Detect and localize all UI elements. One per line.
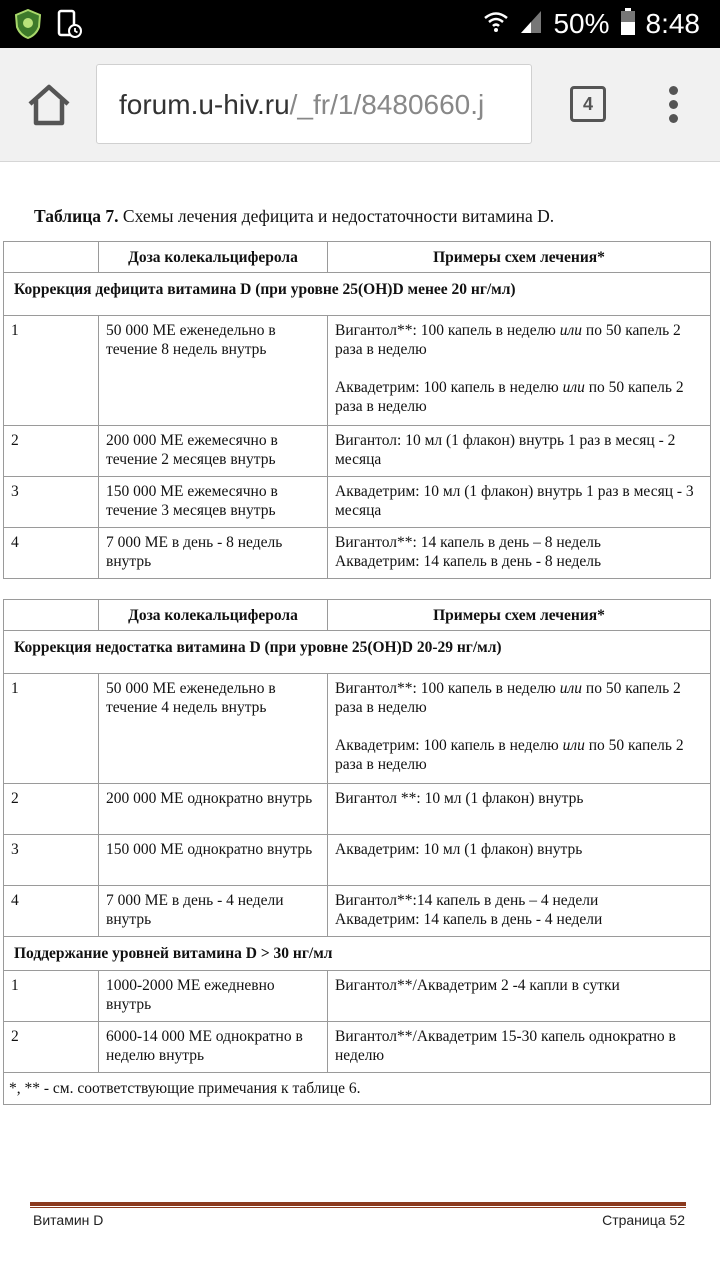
signal-icon bbox=[519, 9, 543, 40]
scheme-cell: Вигантол**: 14 капель в день – 8 недель Аквадетрим: 14 капель в день - 8 недель bbox=[328, 528, 711, 579]
note-row bbox=[4, 1073, 711, 1105]
scheme-cell: Аквадетрим: 10 мл (1 флакон) внутрь 1 раз в месяц - 3 месяца bbox=[328, 477, 711, 528]
dose-cell: 7 000 МЕ в день - 8 недель внутрь bbox=[99, 528, 328, 579]
footer-divider bbox=[30, 1202, 686, 1206]
header-cell: Доза колекальциферола bbox=[99, 242, 328, 273]
scheme-cell: Вигантол: 10 мл (1 флакон) внутрь 1 раз в месяц - 2 месяца bbox=[328, 426, 711, 477]
table-header-row bbox=[4, 600, 711, 631]
table-row bbox=[4, 835, 711, 886]
section-title: Коррекция недостатка витамина D (при уровне 25(OH)D 20-29 нг/мл) bbox=[4, 631, 711, 674]
section-row bbox=[4, 631, 711, 674]
table-row bbox=[4, 784, 711, 835]
row-number: 2 bbox=[4, 426, 99, 477]
url-path: /_fr/1/8480660.j bbox=[289, 89, 485, 120]
caption-label: Таблица 7. bbox=[34, 206, 119, 226]
section-title: Поддержание уровней витамина D > 30 нг/мл bbox=[4, 937, 711, 971]
overflow-menu-button[interactable] bbox=[664, 86, 684, 126]
scheme-cell: Вигантол**/Аквадетрим 15-30 капель однократно в неделю bbox=[328, 1022, 711, 1073]
dose-cell: 50 000 МЕ еженедельно в течение 8 недель внутрь bbox=[99, 316, 328, 426]
footer-page-number: Страница 52 bbox=[602, 1212, 685, 1228]
table-row bbox=[4, 886, 711, 937]
header-cell bbox=[4, 242, 99, 273]
row-number: 4 bbox=[4, 528, 99, 579]
dose-cell: 50 000 МЕ еженедельно в течение 4 недель внутрь bbox=[99, 674, 328, 784]
row-number: 2 bbox=[4, 1022, 99, 1073]
dose-cell: 150 000 МЕ однократно внутрь bbox=[99, 835, 328, 886]
home-button[interactable] bbox=[22, 78, 76, 132]
header-cell: Доза колекальциферола bbox=[99, 600, 328, 631]
table-row bbox=[4, 316, 711, 426]
row-number: 3 bbox=[4, 835, 99, 886]
dose-cell: 200 000 МЕ ежемесячно в течение 2 месяцев внутрь bbox=[99, 426, 328, 477]
section-row bbox=[4, 937, 711, 971]
caption-text: Схемы лечения дефицита и недостаточности витамина D. bbox=[118, 206, 555, 226]
battery-percent: 50% bbox=[553, 8, 610, 39]
row-number: 2 bbox=[4, 784, 99, 835]
app-shield-icon bbox=[14, 9, 42, 44]
menu-dot-icon bbox=[669, 86, 678, 95]
header-cell bbox=[4, 600, 99, 631]
header-cell: Примеры схем лечения* bbox=[328, 242, 711, 273]
table-row bbox=[4, 971, 711, 1022]
row-number: 4 bbox=[4, 886, 99, 937]
dose-cell: 200 000 МЕ однократно внутрь bbox=[99, 784, 328, 835]
row-number: 1 bbox=[4, 971, 99, 1022]
scheme-cell: Вигантол**: 100 капель в неделю или по 50 капель 2 раза в неделю Аквадетрим: 100 капель в неделю или по 50 капель 2 раза в неделю bbox=[328, 316, 711, 426]
menu-dot-icon bbox=[669, 100, 678, 109]
table-header-row bbox=[4, 242, 711, 273]
footer-divider-thin bbox=[30, 1207, 686, 1208]
wifi-icon bbox=[483, 9, 509, 40]
table-row bbox=[4, 426, 711, 477]
row-number: 3 bbox=[4, 477, 99, 528]
tab-switcher-button[interactable]: 4 bbox=[570, 86, 606, 122]
home-icon bbox=[22, 78, 76, 132]
row-number: 1 bbox=[4, 316, 99, 426]
status-bar bbox=[0, 0, 720, 48]
row-number: 1 bbox=[4, 674, 99, 784]
section-title: Коррекция дефицита витамина D (при уровне 25(OH)D менее 20 нг/мл) bbox=[4, 273, 711, 316]
footer-title: Витамин D bbox=[33, 1212, 104, 1228]
table-row bbox=[4, 1022, 711, 1073]
treatment-table-insufficiency bbox=[3, 599, 711, 1105]
url-bar[interactable] bbox=[96, 64, 532, 144]
table-row bbox=[4, 528, 711, 579]
table-note: *, ** - см. соответствующие примечания к таблице 6. bbox=[4, 1073, 711, 1105]
table-row bbox=[4, 477, 711, 528]
tablet-notification-icon bbox=[56, 9, 84, 44]
scheme-cell: Вигантол **: 10 мл (1 флакон) внутрь bbox=[328, 784, 711, 835]
section-row bbox=[4, 273, 711, 316]
browser-toolbar bbox=[0, 48, 720, 162]
table-caption bbox=[34, 206, 554, 227]
dose-cell: 150 000 МЕ ежемесячно в течение 3 месяцев внутрь bbox=[99, 477, 328, 528]
menu-dot-icon bbox=[669, 114, 678, 123]
url-host: forum.u-hiv.ru bbox=[119, 89, 290, 120]
scheme-cell: Вигантол**: 100 капель в неделю или по 50 капель 2 раза в неделю Аквадетрим: 100 капель в неделю или по 50 капель 2 раза в неделю bbox=[328, 674, 711, 784]
battery-icon bbox=[620, 8, 636, 41]
treatment-table-deficiency bbox=[3, 241, 711, 579]
scheme-cell: Вигантол**:14 капель в день – 4 недели Аквадетрим: 14 капель в день - 4 недели bbox=[328, 886, 711, 937]
table-row bbox=[4, 674, 711, 784]
clock: 8:48 bbox=[645, 8, 700, 39]
dose-cell: 7 000 МЕ в день - 4 недели внутрь bbox=[99, 886, 328, 937]
dose-cell: 6000-14 000 МЕ однократно в неделю внутрь bbox=[99, 1022, 328, 1073]
header-cell: Примеры схем лечения* bbox=[328, 600, 711, 631]
scheme-cell: Аквадетрим: 10 мл (1 флакон) внутрь bbox=[328, 835, 711, 886]
dose-cell: 1000-2000 МЕ ежедневно внутрь bbox=[99, 971, 328, 1022]
scheme-cell: Вигантол**/Аквадетрим 2 -4 капли в сутки bbox=[328, 971, 711, 1022]
